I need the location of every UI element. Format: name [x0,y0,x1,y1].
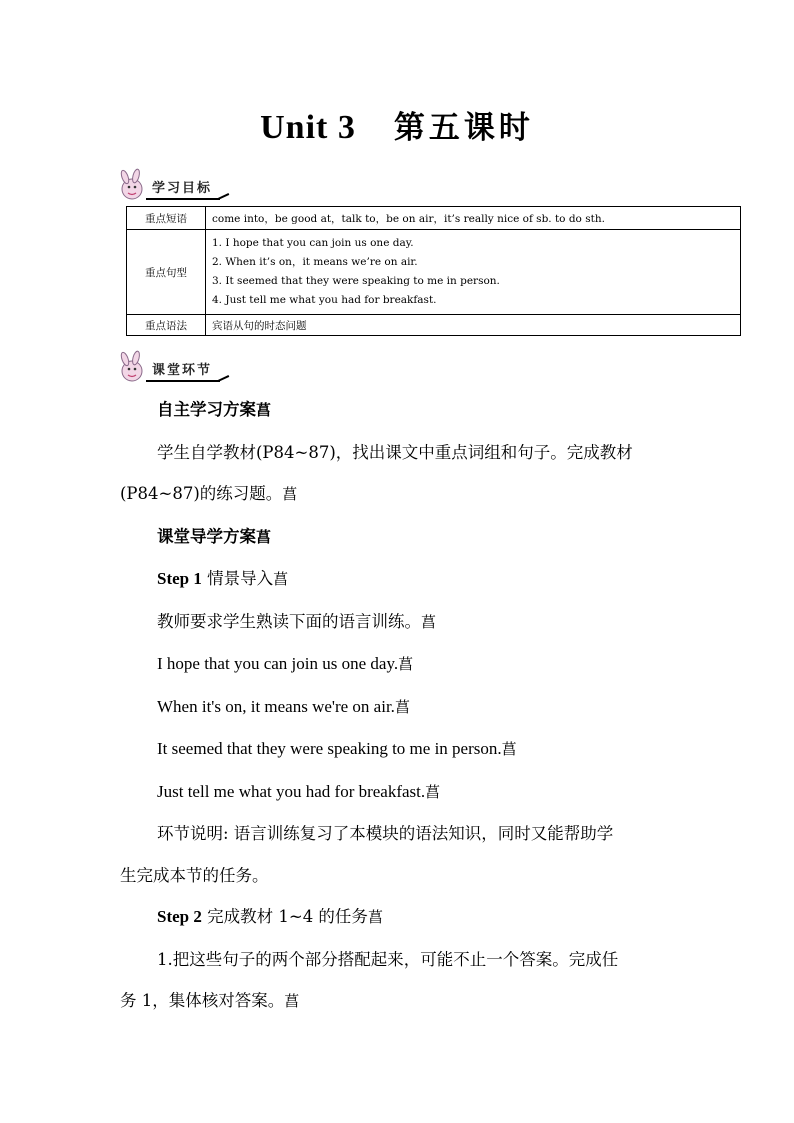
paragraph: 生完成本节的任务。 [120,865,269,885]
table-value: 宾语从句的时态问题 [206,315,741,336]
key-sentence: 2. When it’s on，it means we’re on air. [212,256,418,268]
step-heading: Step 1 情景导入菖 [157,569,289,588]
title-lesson: 第五课时 [393,110,534,146]
practice-sentence: When it's on, it means we're on air.菖 [157,696,410,716]
table-row [127,315,741,336]
paragraph: 1.把这些句子的两个部分搭配起来，可能不止一个答案。完成任 [157,949,619,969]
table-value [206,230,741,315]
table-row [127,207,741,230]
class-section-header [116,350,246,384]
practice-sentence: Just tell me what you had for breakfast.菖 [157,781,441,801]
table-key: 重点短语 [127,207,206,230]
table-key: 重点语法 [127,315,206,336]
paragraph: 课堂导学方案菖 [157,526,272,546]
practice-sentence: I hope that you can join us one day.菖 [157,654,414,673]
paragraph: 学生自学教材(P84~87)，找出课文中重点词组和句子。完成教材 [157,442,633,462]
mascot-icon [116,168,148,202]
goals-section-header [116,168,236,202]
paragraph: (P84~87)的练习题。菖 [120,484,298,503]
key-sentence: 3. It seemed that they were speaking to me in person. [212,275,500,287]
lesson-body [120,389,680,1023]
table-key: 重点句型 [127,230,206,315]
paragraph: 务 1，集体核对答案。菖 [120,991,300,1010]
step-heading: Step 2 完成教材 1~4 的任务菖 [157,907,383,926]
paragraph: 教师要求学生熟读下面的语言训练。菖 [157,611,437,631]
key-sentence: 4. Just tell me what you had for breakfast. [212,294,437,306]
paragraph: 环节说明: 语言训练复习了本模块的语法知识，同时又能帮助学 [157,824,614,843]
practice-sentence: It seemed that they were speaking to me in person.菖 [157,739,517,758]
key-sentence: 1. I hope that you can join us one day. [212,237,414,249]
paragraph: 自主学习方案菖 [157,400,272,419]
mascot-icon [116,350,148,384]
title-unit: Unit 3 [260,109,356,146]
class-section-label: 课堂环节 [146,362,220,382]
table-row [127,230,741,315]
page-title [0,102,794,147]
goals-section-label: 学习目标 [146,180,220,200]
goals-table [126,206,741,336]
table-value: come into，be good at，talk to，be on air，it’s really nice of sb. to do sth. [206,207,741,230]
